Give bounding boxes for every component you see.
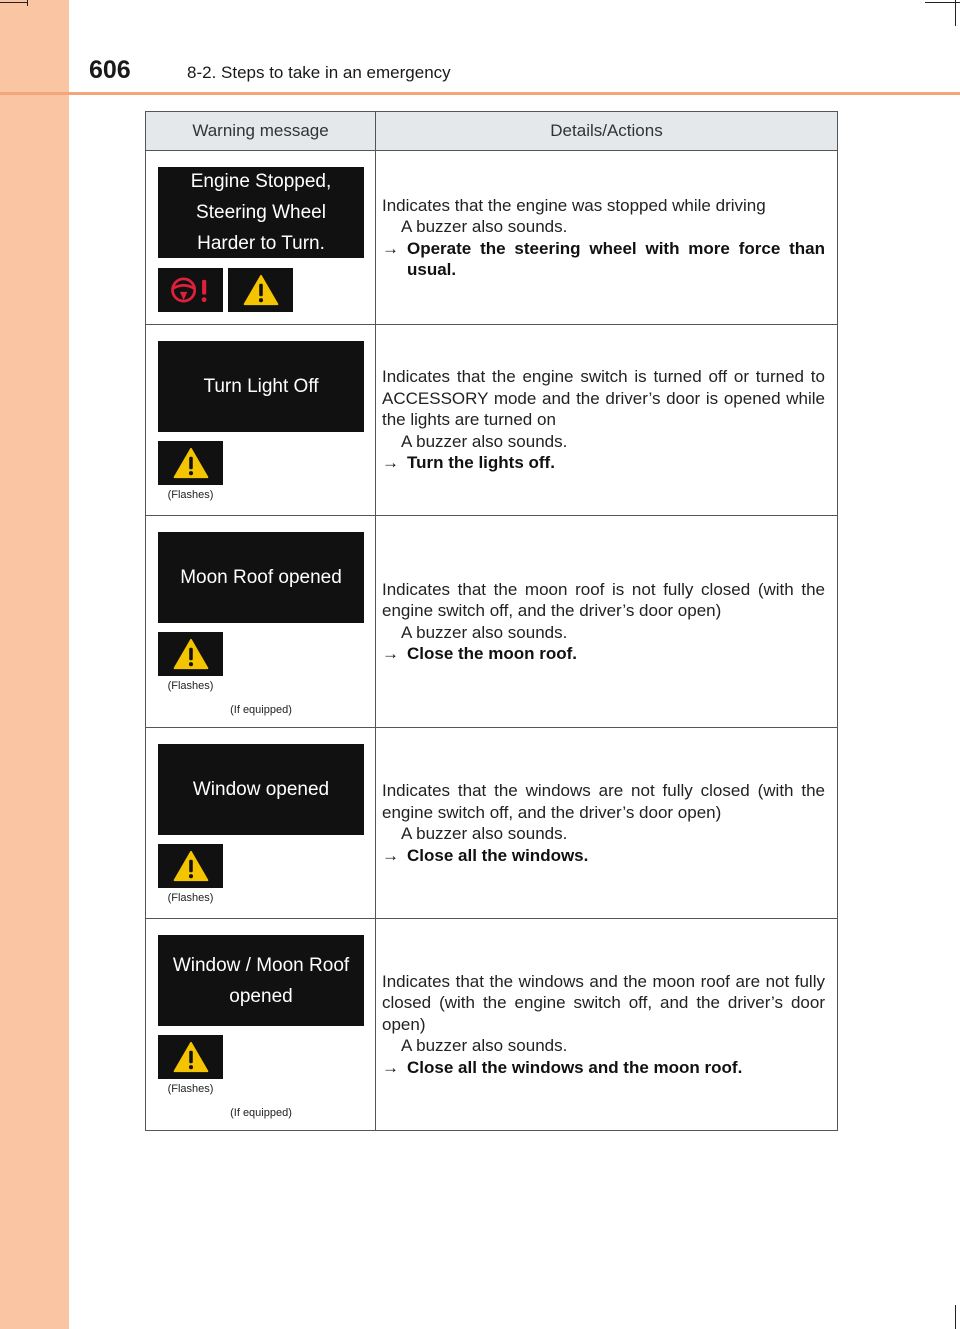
detail-action [382,1057,825,1079]
message-line: Engine Stopped, [190,171,332,192]
warning-triangle-icon [158,844,223,888]
message-line: Harder to Turn. [197,233,325,254]
crop-mark [955,1305,956,1329]
page-number: 606 [89,56,131,84]
section-title: 8-2. Steps to take in an emergency [187,63,451,82]
warning-table [145,111,838,1131]
message-line: Moon Roof opened [180,567,342,588]
detail-description: Indicates that the engine was stopped while driving [382,195,766,215]
action-text: Turn the lights off. [407,453,555,473]
column-header-warning: Warning message [146,112,376,151]
crop-mark [955,0,956,26]
warning-message-cell [146,919,376,1131]
flashes-label: (Flashes) [167,489,214,501]
details-cell [376,516,838,728]
flashes-label: (Flashes) [167,1083,214,1095]
if-equipped-label: (If equipped) [230,1107,292,1119]
flashes-label: (Flashes) [167,680,214,692]
crop-mark [27,0,28,6]
steering-warning-icon [158,268,223,312]
warning-triangle-icon [158,632,223,676]
warning-message-cell [146,151,376,325]
arrow-icon: → [382,644,399,663]
detail-buzzer-note: A buzzer also sounds. [401,1036,568,1056]
details-cell [376,151,838,325]
action-text: Close all the windows. [407,845,589,865]
crop-mark [0,2,27,3]
action-text: Operate the steering wheel with more force than usual. [407,238,825,279]
detail-buzzer-note: A buzzer also sounds. [401,824,568,843]
column-header-details: Details/Actions [376,112,838,151]
message-line: Steering Wheel [196,202,326,223]
detail-description: Indicates that the moon roof is not fully closed (with the engine switch off, and the driver’s door open) [382,579,825,620]
message-line: opened [229,985,293,1007]
table-row [146,919,838,1131]
detail-buzzer-note: A buzzer also sounds. [401,431,568,451]
detail-action [382,643,825,665]
detail-action [382,845,825,867]
message-line: Turn Light Off [203,376,319,397]
detail-description: Indicates that the windows and the moon roof are not fully closed (with the engine switch off, and the driver’s door open) [382,971,825,1034]
message-line: Window opened [192,779,330,800]
warning-message-display [158,532,364,623]
warning-triangle-icon [158,441,223,485]
details-cell [376,325,838,516]
detail-description: Indicates that the windows are not fully closed (with the engine switch off, and the driver’s door open) [382,781,825,822]
table-row [146,325,838,516]
table-header-row [146,112,838,151]
crop-mark [925,2,960,3]
warning-triangle-icon [228,268,293,312]
warning-message-display [158,167,364,258]
arrow-icon: → [382,453,399,473]
warning-message-display [158,744,364,835]
table-row [146,516,838,728]
message-line: Window / Moon Roof [172,954,350,976]
action-text: Close the moon roof. [407,644,577,663]
detail-action [382,452,825,474]
details-cell [376,919,838,1131]
warning-triangle-icon [158,1035,223,1079]
warning-message-display [158,935,364,1026]
details-cell [376,728,838,919]
warning-message-cell [146,516,376,728]
table-row [146,728,838,919]
warning-message-cell [146,728,376,919]
arrow-icon: → [382,845,399,865]
if-equipped-label: (If equipped) [230,704,292,716]
side-band [0,0,69,1329]
detail-buzzer-note: A buzzer also sounds. [401,622,568,642]
warning-message-cell [146,325,376,516]
action-text: Close all the windows and the moon roof. [407,1057,743,1077]
arrow-icon: → [382,1057,399,1077]
detail-description: Indicates that the engine switch is turned off or turned to ACCESSORY mode and the driver’s door is opened while the lights are turned on [382,367,825,430]
table-row [146,151,838,325]
arrow-icon: → [382,238,399,258]
flashes-label: (Flashes) [167,892,214,904]
header-rule [0,92,960,95]
warning-message-display [158,341,364,432]
detail-action [382,238,825,281]
detail-buzzer-note: A buzzer also sounds. [401,217,568,236]
